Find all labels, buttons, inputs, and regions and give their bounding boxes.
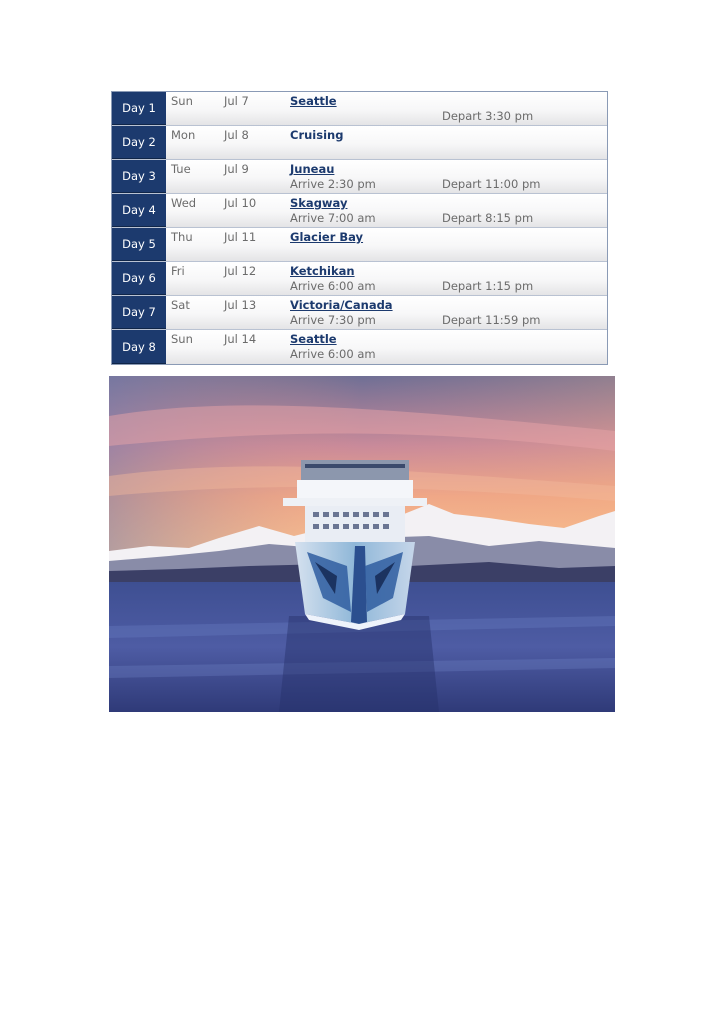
itinerary-row [112, 194, 607, 228]
itinerary-cell [166, 262, 607, 295]
day-label: Day 5 [112, 228, 166, 261]
day-label: Day 1 [112, 92, 166, 125]
itinerary-cell [166, 126, 607, 159]
itinerary-cell [166, 194, 607, 227]
itinerary-row [112, 92, 607, 126]
date: Jul 10 [224, 196, 257, 210]
port-link[interactable]: Seattle [290, 94, 337, 108]
weekday: Fri [171, 264, 185, 278]
day-label: Day 6 [112, 262, 166, 295]
itinerary-cell [166, 228, 607, 261]
date: Jul 9 [224, 162, 249, 176]
weekday: Sun [171, 332, 193, 346]
depart-time: Depart 11:00 pm [442, 177, 541, 191]
weekday: Sun [171, 94, 193, 108]
port-name: Cruising [290, 128, 344, 142]
port-link[interactable]: Ketchikan [290, 264, 355, 278]
day-label: Day 7 [112, 296, 166, 329]
arrive-time: Arrive 2:30 pm [290, 177, 376, 191]
cruise-ship-photo [109, 376, 615, 712]
date: Jul 7 [224, 94, 249, 108]
arrive-time: Arrive 6:00 am [290, 279, 376, 293]
date: Jul 12 [224, 264, 257, 278]
date: Jul 14 [224, 332, 257, 346]
weekday: Sat [171, 298, 190, 312]
port-link[interactable]: Victoria/Canada [290, 298, 393, 312]
itinerary-row [112, 160, 607, 194]
depart-time: Depart 3:30 pm [442, 109, 534, 123]
itinerary-row [112, 262, 607, 296]
weekday: Tue [171, 162, 191, 176]
day-label: Day 8 [112, 330, 166, 364]
itinerary-cell [166, 330, 607, 364]
depart-time: Depart 11:59 pm [442, 313, 541, 327]
arrive-time: Arrive 7:00 am [290, 211, 376, 225]
itinerary-row [112, 296, 607, 330]
weekday: Mon [171, 128, 196, 142]
port-link[interactable]: Juneau [290, 162, 335, 176]
weekday: Thu [171, 230, 193, 244]
arrive-time: Arrive 6:00 am [290, 347, 376, 361]
itinerary-cell [166, 296, 607, 329]
day-label: Day 3 [112, 160, 166, 193]
itinerary-row [112, 330, 607, 364]
day-label: Day 2 [112, 126, 166, 159]
itinerary-table [111, 91, 608, 365]
weekday: Wed [171, 196, 197, 210]
itinerary-row [112, 126, 607, 160]
date: Jul 11 [224, 230, 257, 244]
date: Jul 8 [224, 128, 249, 142]
arrive-time: Arrive 7:30 pm [290, 313, 376, 327]
depart-time: Depart 1:15 pm [442, 279, 534, 293]
itinerary-row [112, 228, 607, 262]
port-link[interactable]: Skagway [290, 196, 348, 210]
itinerary-cell [166, 92, 607, 125]
itinerary-cell [166, 160, 607, 193]
port-link[interactable]: Seattle [290, 332, 337, 346]
date: Jul 13 [224, 298, 257, 312]
day-label: Day 4 [112, 194, 166, 227]
depart-time: Depart 8:15 pm [442, 211, 534, 225]
port-link[interactable]: Glacier Bay [290, 230, 364, 244]
